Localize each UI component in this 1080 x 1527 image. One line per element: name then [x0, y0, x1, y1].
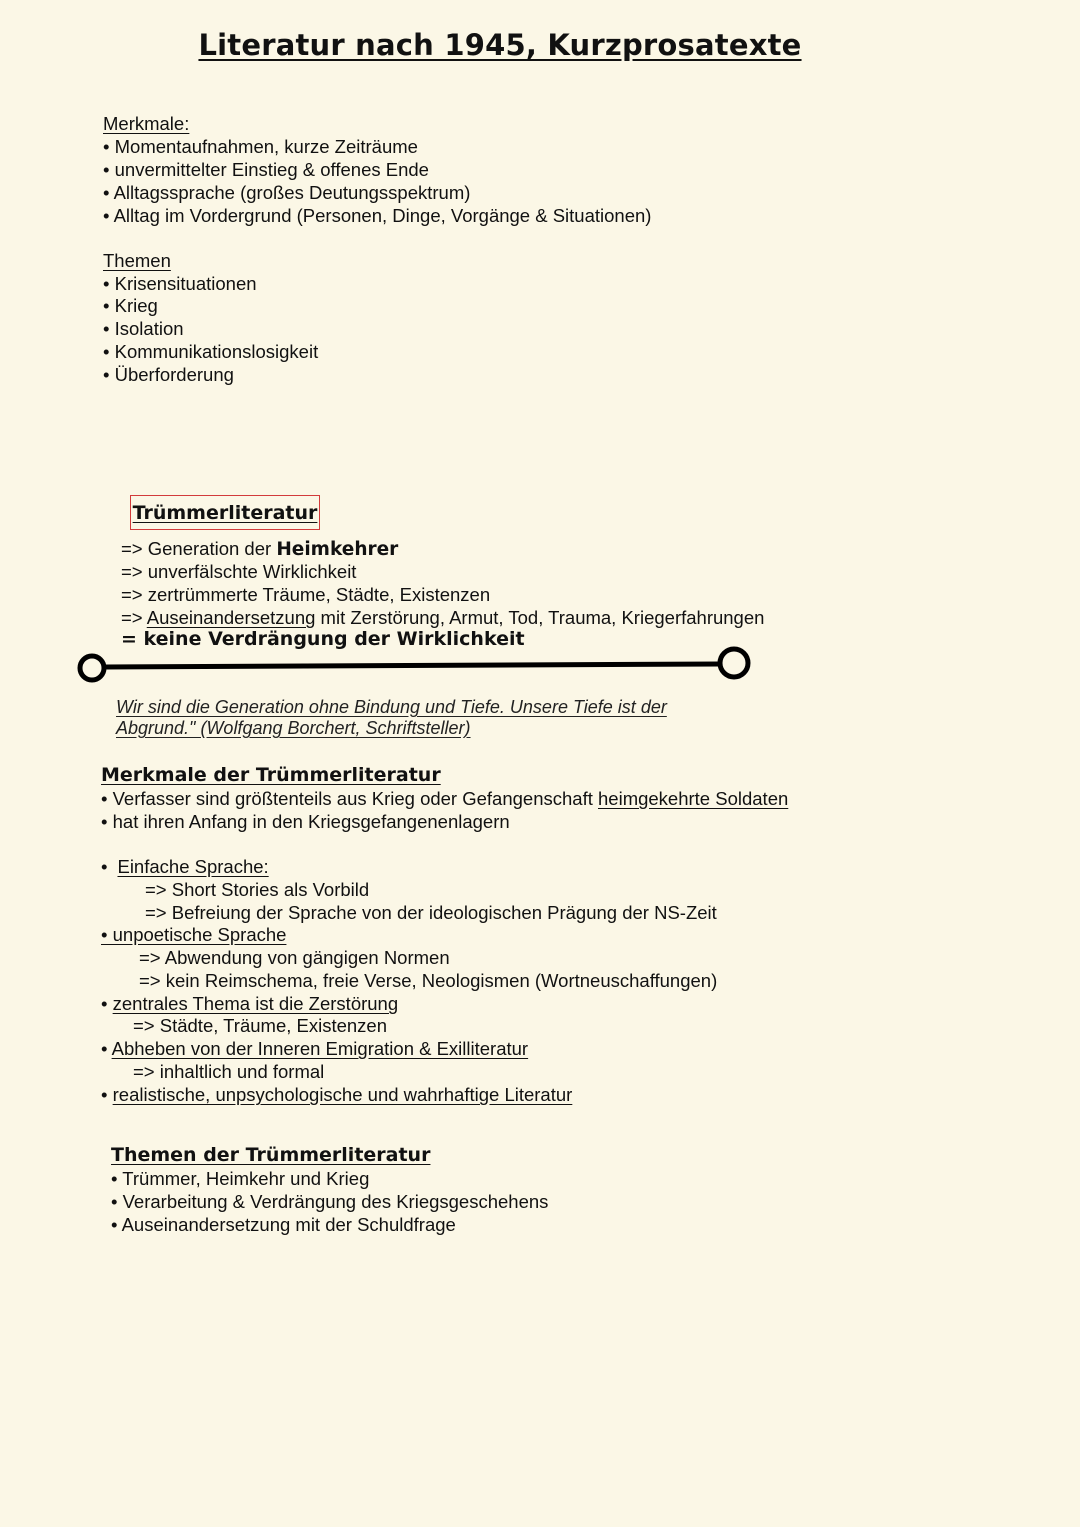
themen-item: • Kommunikationslosigkeit [103, 341, 319, 362]
merkmale-truemmer-item: • Abheben von der Inneren Emigration & Exilliteratur [101, 1038, 529, 1059]
merkmale-truemmer-item: • Einfache Sprache: [101, 856, 269, 877]
merkmale-truemmer-item: • zentrales Thema ist die Zerstörung [101, 993, 399, 1014]
themen-truemmer-item: • Verarbeitung & Verdrängung des Kriegsgeschehens [111, 1191, 549, 1212]
page-title: Literatur nach 1945, Kurzprosatexte [198, 28, 802, 62]
quote-line: Wir sind die Generation ohne Bindung und Tiefe. Unsere Tiefe ist der [116, 697, 667, 717]
themen-truemmer-item: • Trümmer, Heimkehr und Krieg [111, 1168, 370, 1189]
truemmer-line: => Generation der Heimkehrer [121, 538, 399, 560]
merkmale-truemmer-item: • hat ihren Anfang in den Kriegsgefangenenlagern [101, 811, 510, 832]
truemmer-conclusion: = keine Verdrängung der Wirklichkeit [121, 628, 525, 650]
merkmale-truemmer-subitem: => Städte, Träume, Existenzen [133, 1015, 388, 1036]
merkmale-truemmer-subitem: => Befreiung der Sprache von der ideologischen Prägung der NS-Zeit [145, 902, 717, 923]
themen-item: • Überforderung [103, 364, 234, 385]
timeline-end-circle [720, 649, 748, 677]
merkmale-truemmer-subitem: => Abwendung von gängigen Normen [139, 947, 450, 968]
merkmale-truemmer-subitem: => inhaltlich und formal [133, 1061, 325, 1082]
merkmale-heading: Merkmale: [103, 113, 190, 134]
themen-item: • Krisensituationen [103, 273, 257, 294]
themen-item: • Isolation [103, 318, 184, 339]
merkmale-truemmer-subitem: => Short Stories als Vorbild [145, 879, 370, 900]
merkmale-truemmer-heading: Merkmale der Trümmerliteratur [101, 764, 441, 786]
themen-item: • Krieg [103, 295, 158, 316]
merkmale-item: • Alltag im Vordergrund (Personen, Dinge, Vorgänge & Situationen) [103, 205, 652, 226]
themen-truemmer-heading: Themen der Trümmerliteratur [111, 1144, 431, 1166]
truemmerliteratur-title-box: Trümmerliteratur [130, 495, 320, 530]
merkmale-truemmer-subitem: => kein Reimschema, freie Verse, Neologismen (Wortneuschaffungen) [139, 970, 718, 991]
timeline-start-circle [80, 656, 104, 680]
merkmale-item: • Momentaufnahmen, kurze Zeiträume [103, 136, 418, 157]
merkmale-truemmer-item: • Verfasser sind größtenteils aus Krieg oder Gefangenschaft heimgekehrte Soldaten [101, 788, 789, 809]
quote-line: Abgrund." (Wolfgang Borchert, Schriftsteller) [116, 718, 471, 738]
truemmer-line: => Auseinandersetzung mit Zerstörung, Armut, Tod, Trauma, Kriegerfahrungen [121, 607, 765, 628]
truemmer-line: => unverfälschte Wirklichkeit [121, 561, 357, 582]
timeline-line [106, 664, 720, 667]
merkmale-truemmer-item: • unpoetische Sprache [101, 924, 287, 945]
merkmale-truemmer-item: • realistische, unpsychologische und wahrhaftige Literatur [101, 1084, 573, 1105]
themen-truemmer-item: • Auseinandersetzung mit der Schuldfrage [111, 1214, 456, 1235]
truemmer-line: => zertrümmerte Träume, Städte, Existenzen [121, 584, 491, 605]
merkmale-item: • unvermittelter Einstieg & offenes Ende [103, 159, 429, 180]
timeline-divider [76, 644, 756, 684]
themen-heading: Themen [103, 250, 171, 271]
merkmale-item: • Alltagssprache (großes Deutungsspektrum) [103, 182, 471, 203]
